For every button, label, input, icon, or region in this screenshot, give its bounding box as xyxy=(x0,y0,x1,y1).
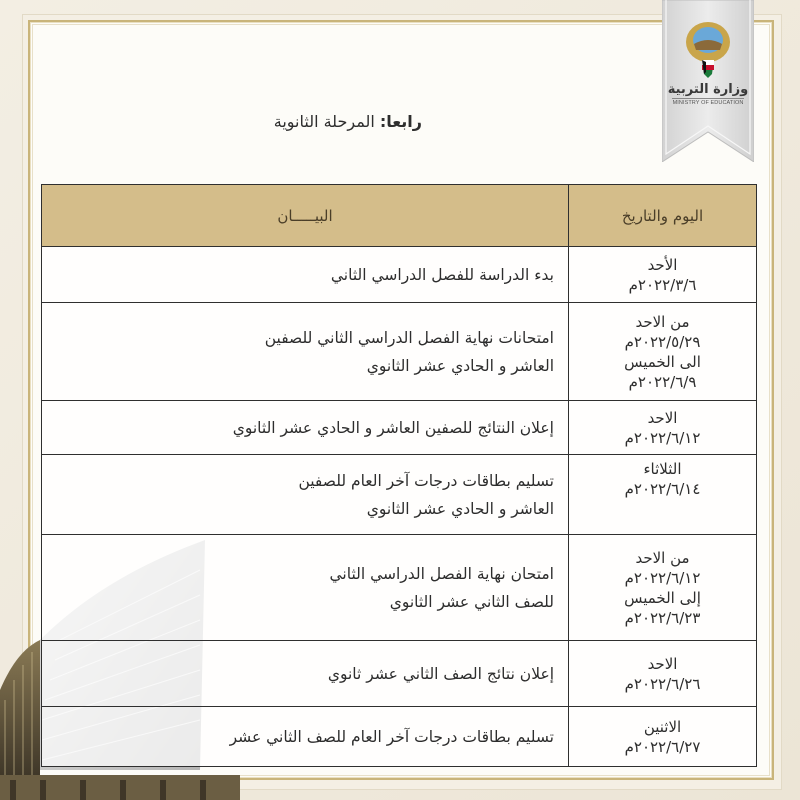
section-title xyxy=(274,112,422,131)
date-cell xyxy=(569,707,757,767)
date-label: ٢٠٢٢/٣/٦م xyxy=(628,275,697,294)
table-row xyxy=(42,303,757,401)
date-label: ٢٠٢٢/٥/٢٩م xyxy=(624,332,701,351)
description-cell xyxy=(42,641,569,707)
header-date: اليوم والتاريخ xyxy=(569,185,757,247)
day-label: الأحد xyxy=(647,255,678,274)
ministry-ribbon xyxy=(662,0,754,162)
day-label: الى الخميس xyxy=(624,352,701,371)
ribbon-divider xyxy=(672,98,744,99)
date-cell xyxy=(569,247,757,303)
date-label: ٢٠٢٢/٦/١٢م xyxy=(624,428,701,447)
day-label: الاحد xyxy=(647,408,678,427)
section-title-text: المرحلة الثانوية xyxy=(273,112,375,131)
table-row xyxy=(42,247,757,303)
description-text: العاشر و الحادي عشر الثانوي xyxy=(366,356,554,375)
date-cell xyxy=(569,455,757,535)
date-cell xyxy=(569,641,757,707)
day-label: من الاحد xyxy=(635,312,690,331)
ministry-name-ar: وزارة التربية xyxy=(667,82,749,97)
kuwait-emblem-icon xyxy=(662,0,754,80)
date-label: ٢٠٢٢/٦/١٢م xyxy=(624,568,701,587)
table-row xyxy=(42,707,757,767)
date-label: ٢٠٢٢/٦/٩م xyxy=(628,372,697,391)
description-text: تسليم بطاقات درجات آخر العام للصفين xyxy=(298,471,554,490)
date-label: ٢٠٢٢/٦/٢٣م xyxy=(624,608,701,627)
description-text: امتحان نهاية الفصل الدراسي الثاني xyxy=(329,564,554,583)
day-label: الاحد xyxy=(647,654,678,673)
date-cell xyxy=(569,535,757,641)
description-text: امتحانات نهاية الفصل الدراسي الثاني للصفين xyxy=(264,328,554,347)
table-row xyxy=(42,401,757,455)
description-cell xyxy=(42,535,569,641)
table-row xyxy=(42,535,757,641)
description-cell xyxy=(42,401,569,455)
day-label: الثلاثاء xyxy=(643,460,682,478)
table-header-row xyxy=(42,185,757,247)
description-text: إعلان نتائج الصف الثاني عشر ثانوي xyxy=(327,664,554,683)
description-text: بدء الدراسة للفصل الدراسي الثاني xyxy=(330,265,554,284)
schedule-table xyxy=(41,184,757,767)
description-text: للصف الثاني عشر الثانوي xyxy=(389,592,554,611)
description-cell xyxy=(42,247,569,303)
description-cell xyxy=(42,707,569,767)
date-cell xyxy=(569,303,757,401)
description-text: تسليم بطاقات درجات آخر العام للصف الثاني عشر xyxy=(229,727,554,746)
date-label: ٢٠٢٢/٦/٢٧م xyxy=(624,737,701,756)
date-label: ٢٠٢٢/٦/٢٦م xyxy=(624,674,701,693)
description-text: العاشر و الحادي عشر الثانوي xyxy=(366,499,554,518)
header-description: البيـــــان xyxy=(42,185,569,247)
day-label: من الاحد xyxy=(635,548,690,567)
description-text: إعلان النتائج للصفين العاشر و الحادي عشر الثانوي xyxy=(232,418,554,437)
date-cell xyxy=(569,401,757,455)
day-label: الاثنين xyxy=(643,717,682,736)
ministry-name-en: MINISTRY OF EDUCATION xyxy=(672,100,744,106)
date-label: ٢٠٢٢/٦/١٤م xyxy=(624,480,701,498)
description-cell xyxy=(42,455,569,535)
day-label: إلى الخميس xyxy=(624,588,701,607)
description-cell xyxy=(42,303,569,401)
section-lead: رابعا: xyxy=(379,112,422,131)
table-row xyxy=(42,455,757,535)
table-row xyxy=(42,641,757,707)
